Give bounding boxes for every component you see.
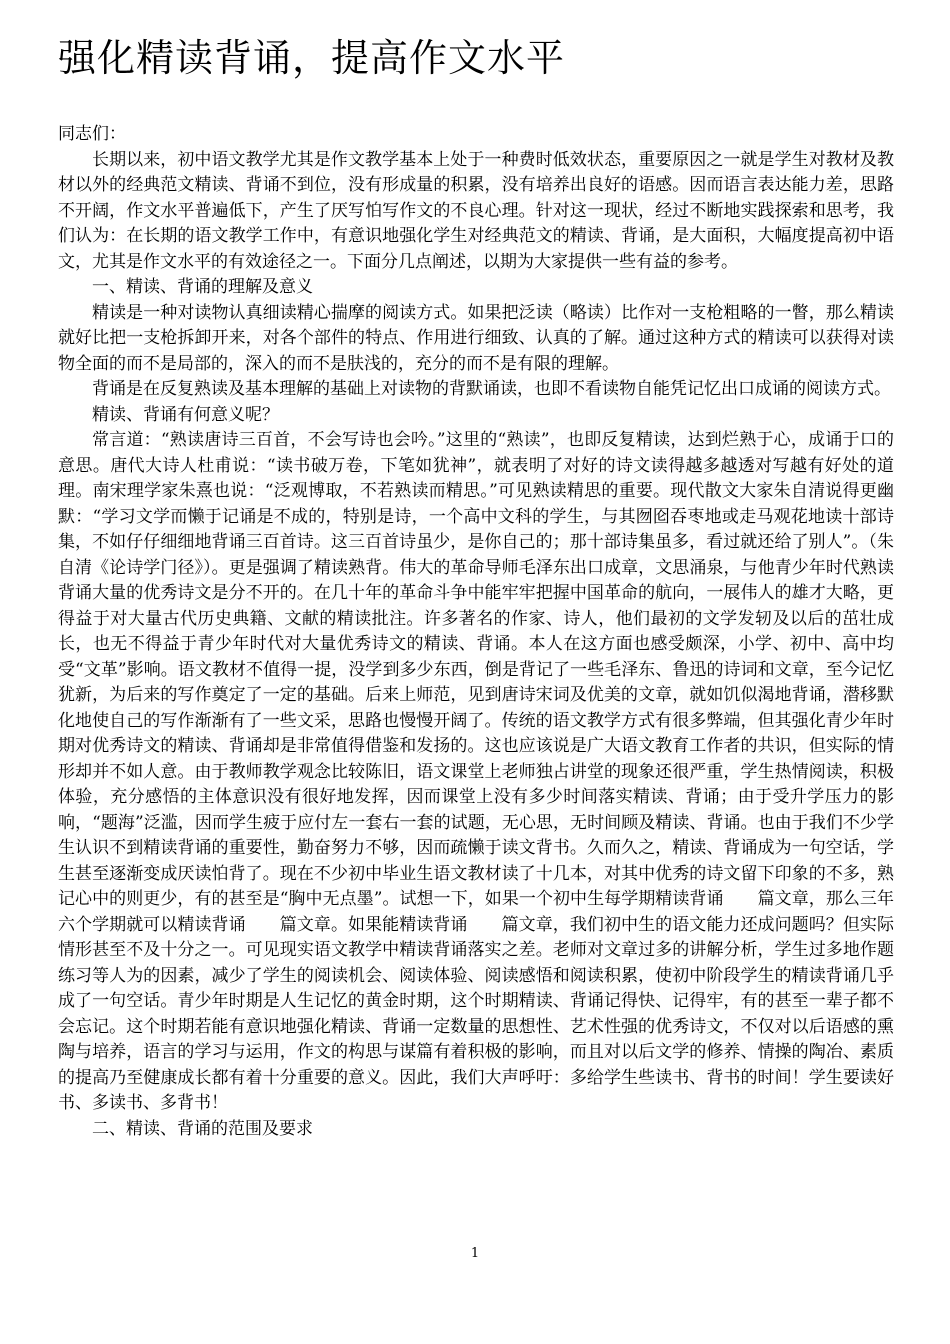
paragraph-significance: 常言道：“熟读唐诗三百首，不会写诗也会吟。”这里的“熟读”，也即反复精读，达到烂熟于心，成诵于口的意思。唐代大诗人杜甫说：“读书破万卷，下笔如犹神”，就表明了对好的诗文读得越多越透对写越有好处的道理。南宋理学家朱熹也说：“泛观博取，不若熟读而精思。”可见熟读精思的重要。现代散文大家朱自清说得更幽默：“学习文学而懒于记诵是不成的，特别是诗，一个高中文科的学生，与其囫囵吞枣地或走马观花地读十部诗集，不如仔仔细细地背诵三百首诗。这三百首诗虽少，是你自己的；那十部诗集虽多，看过就还给了别人”。（朱自清《论诗学门径》）。更是强调了精读熟背。伟大的革命导师毛泽东出口成章，文思涌泉，与他青少年时代熟读背诵大量的优秀诗文是分不开的。在几十年的革命斗争中能牢牢把握中国革命的航向，一展伟人的雄才大略，更得益于对大量古代历史典籍、文献的精读批注。许多著名的作家、诗人，他们最初的文学发轫及以后的茁壮成长，也无不得益于青少年时代对大量优秀诗文的精读、背诵。本人在这方面也感受颇深，小学、初中、高中均受“文革”影响。语文教材不值得一提，没学到多少东西，倒是背记了一些毛泽东、鲁迅的诗词和文章，至今记忆犹新，为后来的写作奠定了一定的基础。后来上师范，见到唐诗宋词及优美的文章，就如饥似渴地背诵，潜移默化地使自己的写作渐渐有了一些文采，思路也慢慢开阔了。传统的语文教学方式有很多弊端，但其强化青少年时期对优秀诗文的精读、背诵却是非常值得借鉴和发扬的。这也应该说是广大语文教育工作者的共识，但实际的情形却并不如人意。由于教师教学观念比较陈旧，语文课堂上老师独占讲堂的现象还很严重，学生热情阅读，积极体验，充分感悟的主体意识没有很好地发挥，因而课堂上没有多少时间落实精读、背诵；由于受升学压力的影响，“题海”泛滥，因而学生疲于应付左一套右一套的试题，无心思，无时间顾及精读、背诵。也由于我们不少学生认识不到精读背诵的重要性，勤奋努力不够，因而疏懒于读文背书。久而久之，精读、背诵成为一句空话，学生甚至逐渐变成厌读怕背了。现在不少初中毕业生语文教材读了十几本，对其中优秀的诗文留下印象的不多，熟记心中的则更少，有的甚至是“胸中无点墨”。试想一下，如果一个初中生每学期精读背诵 篇文章，那么三年六个学期就可以精读背诵 篇文章。如果能精读背诵 篇文章，我们初中生的语文能力还成问题吗？但实际情形甚至不及十分之一。可见现实语文教学中精读背诵落实之差。老师对文章过多的讲解分析，学生过多地作题练习等人为的因素，减少了学生的阅读机会、阅读体验、阅读感悟和阅读积累，使初中阶段学生的精读背诵几乎成了一句空话。青少年时期是人生记忆的黄金时期，这个时期精读、背诵记得快、记得牢，有的甚至一辈子都不会忘记。这个时期若能有意识地强化精读、背诵一定数量的思想性、艺术性强的优秀诗文，不仅对以后语感的熏陶与培养，语言的学习与运用，作文的构思与谋篇有着积极的影响，而且对以后文学的修养、情操的陶冶、素质的提高乃至健康成长都有着十分重要的意义。因此，我们大声呼吁：多给学生些读书、背书的时间！学生要读好书、多读书、多背书！ (58, 430, 894, 1113)
salutation: 同志们： (58, 124, 126, 144)
paragraph-jingdu-definition: 精读是一种对读物认真细读精心揣摩的阅读方式。如果把泛读（略读）比作对一支枪粗略的一瞥，那么精读就好比把一支枪拆卸开来，对各个部件的特点、作用进行细致、认真的了解。通过这种方式的精读可以获得对读物全面的而不是局部的，深入的而不是肤浅的，充分的而不是有限的理解。 (58, 302, 894, 374)
paragraph-beisong-definition: 背诵是在反复熟读及基本理解的基础上对读物的背默诵读，也即不看读物自能凭记忆出口成诵的阅读方式。 (92, 379, 891, 399)
paragraph-question: 精读、背诵有何意义呢？ (92, 404, 279, 425)
section-heading-2: 二、精读、背诵的范围及要求 (92, 1118, 313, 1139)
page-number: 1 (470, 1246, 480, 1261)
section-heading-1: 一、精读、背诵的理解及意义 (92, 277, 313, 297)
document-body (58, 122, 894, 1142)
document-title: 强化精读背诵，提高作文水平 (58, 36, 566, 80)
paragraph-intro: 长期以来，初中语文教学尤其是作文教学基本上处于一种费时低效状态，重要原因之一就是学生对教材及教材以外的经典范文精读、背诵不到位，没有形成量的积累，没有培养出良好的语感。因而语言表达能力差，思路不开阔，作文水平普遍低下，产生了厌写怕写作文的不良心理。针对这一现状，经过不断地实践探索和思考，我们认为：在长期的语文教学工作中，有意识地强化学生对经典范文的精读、背诵，是大面积，大幅度提高初中语文，尤其是作文水平的有效途径之一。下面分几点阐述，以期为大家提供一些有益的参考。 (58, 149, 894, 272)
